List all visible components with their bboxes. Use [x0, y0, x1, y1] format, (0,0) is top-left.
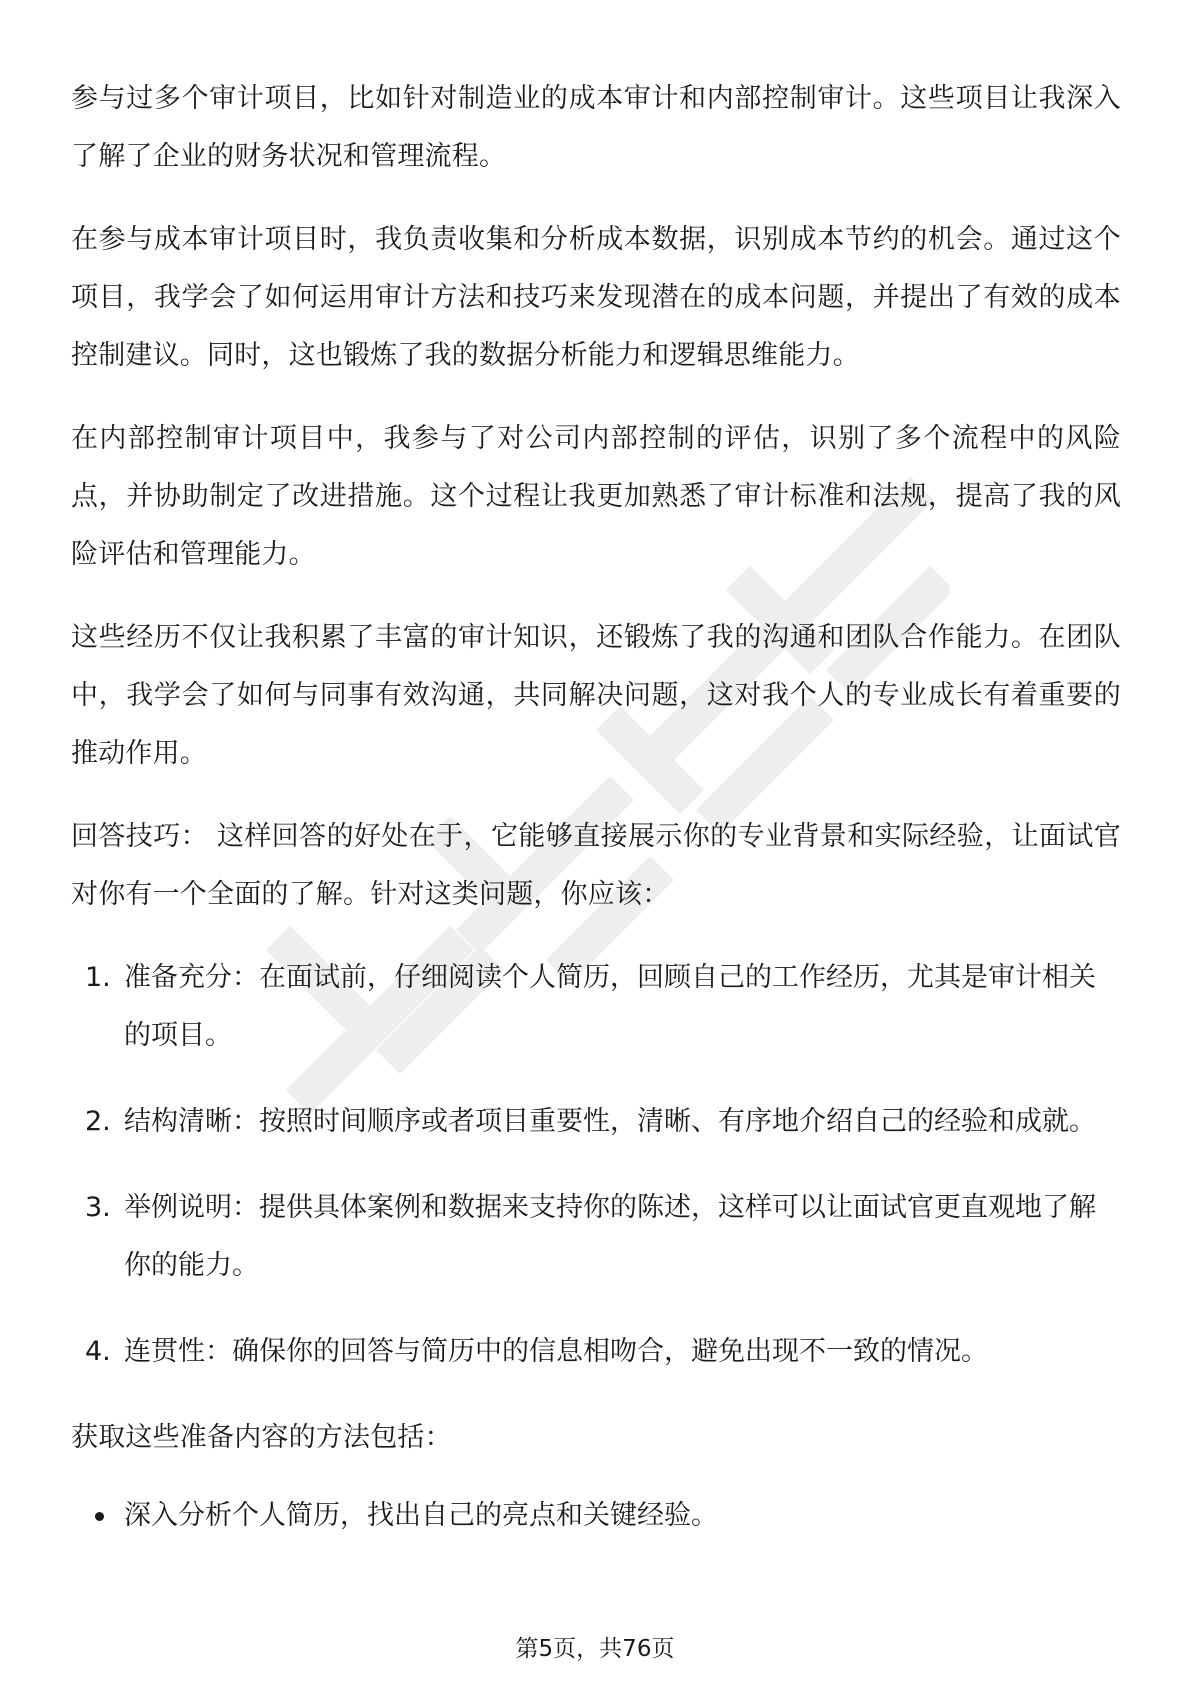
list-item-text: 举例说明：提供具体案例和数据来支持你的陈述，这样可以让面试官更直观地了解你的能力。 — [124, 1192, 1096, 1281]
list-number: 3. — [85, 1192, 111, 1223]
list-item — [71, 1093, 1121, 1151]
paragraph: 回答技巧： 这样回答的好处在于，它能够直接展示你的专业背景和实际经验，让面试官对你有一个全面的了解。针对这类问题，你应该： — [71, 821, 1121, 910]
list-item-text: 连贯性：确保你的回答与简历中的信息相吻合，避免出现不一致的情况。 — [124, 1336, 988, 1367]
list-item-text: 深入分析个人简历，找出自己的亮点和关键经验。 — [124, 1500, 718, 1531]
list-item — [71, 949, 1121, 1065]
list-item-text: 结构清晰：按照时间顺序或者项目重要性，清晰、有序地介绍自己的经验和成就。 — [124, 1106, 1096, 1137]
list-item — [71, 1179, 1121, 1295]
list-number: 1. — [85, 962, 111, 993]
paragraph: 参与过多个审计项目，比如针对制造业的成本审计和内部控制审计。这些项目让我深入了解了企业的财务状况和管理流程。 — [71, 83, 1121, 172]
list-item — [71, 1487, 1121, 1545]
methods-list — [71, 1487, 1121, 1545]
page-content — [71, 70, 1121, 1545]
list-number: 4. — [85, 1336, 111, 1367]
tips-list — [71, 949, 1121, 1381]
page-footer: 第5页，共76页 — [515, 1636, 675, 1662]
bullet-icon — [95, 1512, 104, 1521]
methods-intro: 获取这些准备内容的方法包括： — [71, 1422, 452, 1453]
list-item-text: 准备充分：在面试前，仔细阅读个人简历，回顾自己的工作经历，尤其是审计相关的项目。 — [124, 962, 1096, 1051]
paragraph: 这些经历不仅让我积累了丰富的审计知识，还锻炼了我的沟通和团队合作能力。在团队中，我学会了如何与同事有效沟通，共同解决问题，这对我个人的专业成长有着重要的推动作用。 — [71, 622, 1121, 769]
list-number: 2. — [85, 1106, 111, 1137]
list-item — [71, 1323, 1121, 1381]
paragraph: 在参与成本审计项目时，我负责收集和分析成本数据，识别成本节约的机会。通过这个项目，我学会了如何运用审计方法和技巧来发现潜在的成本问题，并提出了有效的成本控制建议。同时，这也锻炼了我的数据分析能力和逻辑思维能力。 — [71, 224, 1121, 371]
paragraph: 在内部控制审计项目中，我参与了对公司内部控制的评估，识别了多个流程中的风险点，并协助制定了改进措施。这个过程让我更加熟悉了审计标准和法规，提高了我的风险评估和管理能力。 — [71, 423, 1121, 570]
